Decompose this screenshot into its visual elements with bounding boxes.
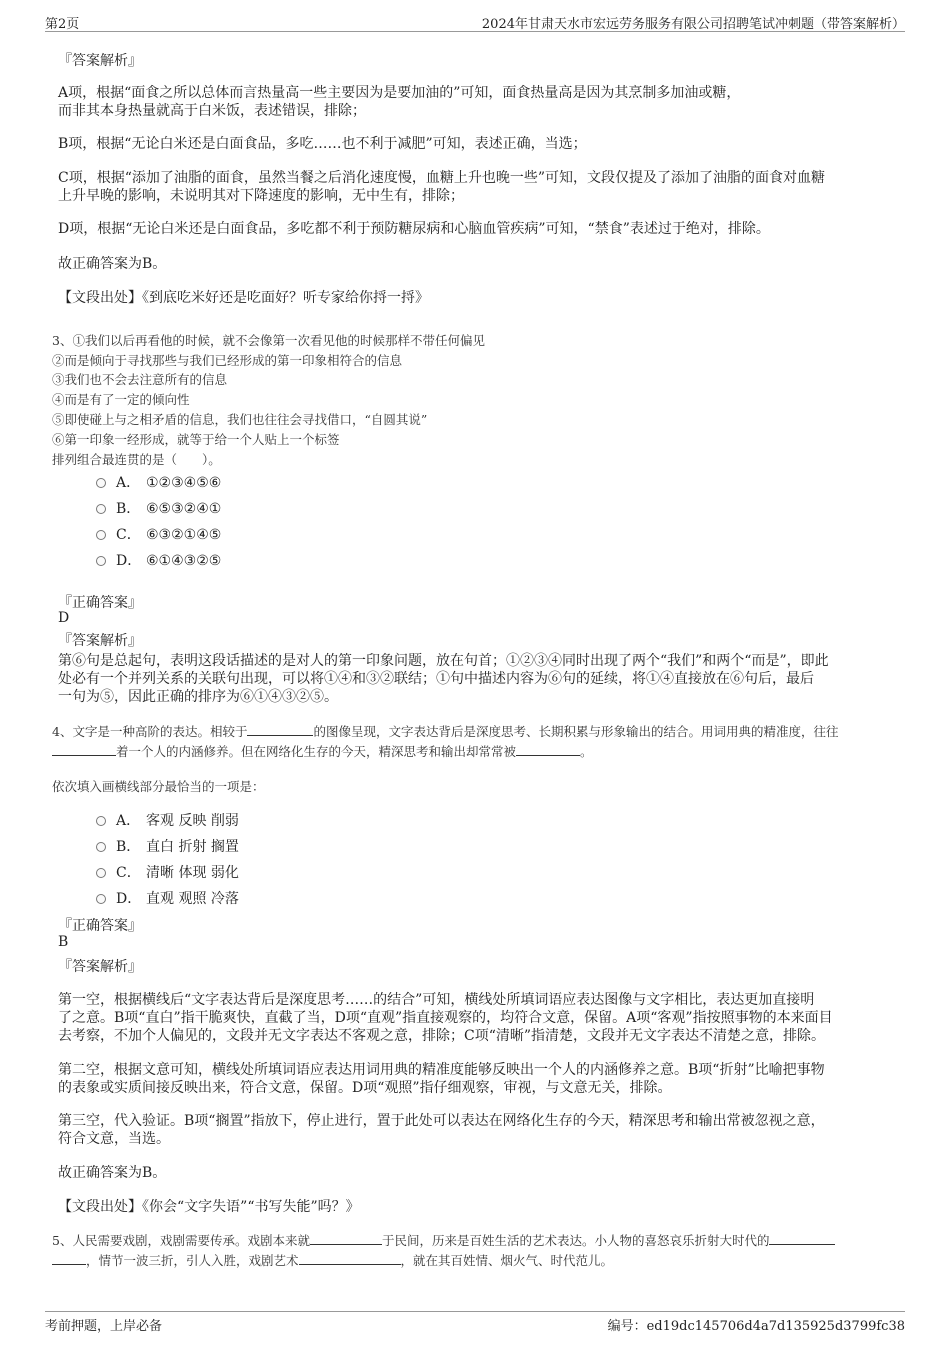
- option-text: 直观 观照 冷落: [146, 891, 239, 907]
- analysis-line: 符合文意，当选。: [58, 1131, 170, 1147]
- page-number: 第2页: [45, 17, 80, 32]
- analysis-line: B项，根据“无论白米还是白面食品，多吃……也不利于减肥”可知，表述正确，当选；: [58, 136, 587, 152]
- question-text: 5、人民需要戏剧，戏剧需要传承。戏剧本来就: [52, 1233, 310, 1248]
- option-text: ⑥⑤③②④①: [146, 501, 222, 517]
- analysis-line: 第一空，根据横线后“文字表达背后是深度思考……的结合”可知，横线处所填词语应表达图像与文字相比，表达更加直接明: [58, 992, 815, 1008]
- radio-button[interactable]: [96, 530, 106, 540]
- option-label: C．: [116, 527, 141, 543]
- radio-button[interactable]: [96, 504, 106, 514]
- option-d[interactable]: [96, 888, 239, 908]
- analysis-line: 一句为⑤，因此正确的排序为⑥①④③②⑤。: [58, 689, 338, 705]
- fill-blank: [52, 1253, 86, 1265]
- page-footer: [45, 1311, 905, 1336]
- option-label: A．: [116, 475, 141, 491]
- option-text: ⑥①④③②⑤: [146, 553, 222, 569]
- option-c[interactable]: [96, 524, 221, 544]
- fill-blank: [769, 1233, 835, 1245]
- analysis-line: 处必有一个并列关系的关联句出现，可以将①④和③②联结；①句中描述内容为⑥句的延续，将①④直接放在⑥句后，最后: [58, 671, 814, 687]
- analysis-line: D项，根据“无论白米还是白面食品，多吃都不利于预防糖尿病和心脑血管疾病”可知，“禁食”表述过于绝对，排除。: [58, 221, 770, 237]
- radio-button[interactable]: [96, 556, 106, 566]
- option-label: B．: [116, 501, 141, 517]
- question-3-sentence: ②而是倾向于寻找那些与我们已经形成的第一印象相符合的信息: [52, 353, 403, 368]
- page-header: [45, 13, 905, 32]
- question-3-sentence: 3、①我们以后再看他的时候，就不会像第一次看见他的时候那样不带任何偏见: [52, 333, 485, 348]
- analysis-line: 去考察，不加个人偏见的，文段并无文字表达不客观之意，排除；C项“清晰”指清楚，文段并无文字表达不清楚之意，排除。: [58, 1028, 826, 1044]
- analysis-line: 第二空，根据文意可知，横线处所填词语应表达用词用典的精准度能够反映出一个人的内涵修养之意。B项“折射”比喻把事物: [58, 1062, 825, 1078]
- option-a[interactable]: [96, 810, 239, 830]
- question-3-sentence: ④而是有了一定的倾向性: [52, 392, 190, 407]
- analysis-line: 了之意。B项“直白”指干脆爽快，直截了当，D项“直观”指直接观察的，均符合文意，保留。A项“客观”指按照事物的本来面目: [58, 1010, 833, 1026]
- analysis-label: 『答案解析』: [58, 959, 142, 975]
- correct-answer: D: [58, 610, 70, 626]
- option-text: ①②③④⑤⑥: [146, 475, 222, 491]
- analysis-label: 『答案解析』: [58, 53, 142, 69]
- document-title: 2024年甘肃天水市宏远劳务服务有限公司招聘笔试冲刺题（带答案解析）: [481, 17, 905, 32]
- question-text: ，就在其百姓情、烟火气、时代范儿。: [400, 1253, 614, 1268]
- question-4-prompt: 依次填入画横线部分最恰当的一项是：: [52, 779, 265, 794]
- option-label: B．: [116, 839, 141, 855]
- question-4-text: [52, 722, 838, 740]
- question-3-sentence: ⑤即使碰上与之相矛盾的信息，我们也往往会寻找借口，“自圆其说”: [52, 412, 428, 427]
- radio-button[interactable]: [96, 894, 106, 904]
- correct-answer-label: 『正确答案』: [58, 918, 142, 934]
- question-text: 。: [580, 744, 593, 759]
- analysis-label: 『答案解析』: [58, 633, 142, 649]
- question-5-text: [52, 1251, 613, 1269]
- fill-blank: [310, 1233, 382, 1245]
- option-text: 直白 折射 搁置: [146, 839, 239, 855]
- option-text: 客观 反映 削弱: [146, 813, 239, 829]
- question-text: ，情节一波三折，引人入胜，戏剧艺术: [86, 1253, 299, 1268]
- question-text: 于民间，历来是百姓生活的艺术表达。小人物的喜怒哀乐折射大时代的: [381, 1233, 770, 1248]
- option-label: D．: [116, 891, 142, 907]
- question-text: 的图像呈现，文字表达背后是深度思考、长期积累与形象输出的结合。用词用典的精准度，往往: [313, 724, 839, 739]
- answer-conclusion: 故正确答案为B。: [58, 256, 167, 272]
- analysis-line: 第三空，代入验证。B项“搁置”指放下，停止进行，置于此处可以表达在网络化生存的今天，精深思考和输出常被忽视之意，: [58, 1113, 825, 1129]
- analysis-line: C项，根据“添加了油脂的面食，虽然当餐之后消化速度慢，血糖上升也晚一些”可知，文段仅提及了添加了油脂的面食对血糖: [58, 170, 826, 186]
- radio-button[interactable]: [96, 868, 106, 878]
- option-text: 清晰 体现 弱化: [146, 865, 239, 881]
- option-label: C．: [116, 865, 141, 881]
- question-5-text: [52, 1231, 835, 1249]
- option-b[interactable]: [96, 498, 221, 518]
- option-d[interactable]: [96, 550, 221, 570]
- source-citation: 【文段出处】《你会“文字失语”“书写失能”吗？》: [58, 1199, 360, 1215]
- analysis-line: 的表象或实质间接反映出来，符合文意，保留。D项“观照”指仔细观察，审视，与文意无关，排除。: [58, 1080, 672, 1096]
- option-c[interactable]: [96, 862, 239, 882]
- option-text: ⑥③②①④⑤: [146, 527, 222, 543]
- question-3-prompt: 排列组合最连贯的是（ ）。: [52, 452, 221, 467]
- question-text: 4、文字是一种高阶的表达。相较于: [52, 724, 248, 739]
- correct-answer: B: [58, 934, 69, 950]
- question-3-sentence: ⑥第一印象一经形成，就等于给一个人贴上一个标签: [52, 432, 340, 447]
- question-text: 着一个人的内涵修养。但在网络化生存的今天，精深思考和输出却常常被: [116, 744, 517, 759]
- analysis-line: 第⑥句是总起句，表明这段话描述的是对人的第一印象问题，放在句首；①②③④同时出现了两个“我们”和两个“而是”，即此: [58, 653, 829, 669]
- option-b[interactable]: [96, 836, 239, 856]
- fill-blank: [299, 1253, 401, 1265]
- fill-blank: [516, 744, 580, 756]
- footer-slogan: 考前押题，上岸必备: [45, 1319, 163, 1334]
- question-4-text: [52, 742, 593, 760]
- document-id: 编号：ed19dc145706d4a7d135925d3799fc38: [607, 1319, 905, 1334]
- correct-answer-label: 『正确答案』: [58, 595, 142, 611]
- option-label: A．: [116, 813, 141, 829]
- fill-blank: [247, 724, 313, 736]
- option-a[interactable]: [96, 472, 221, 492]
- radio-button[interactable]: [96, 816, 106, 826]
- analysis-line: 上升早晚的影响，未说明其对下降速度的影响，无中生有，排除；: [58, 188, 464, 204]
- fill-blank: [52, 744, 116, 756]
- option-label: D．: [116, 553, 142, 569]
- radio-button[interactable]: [96, 478, 106, 488]
- question-3-sentence: ③我们也不会去注意所有的信息: [52, 372, 228, 387]
- analysis-line: 而非其本身热量就高于白米饭，表述错误，排除；: [58, 103, 366, 119]
- radio-button[interactable]: [96, 842, 106, 852]
- answer-conclusion: 故正确答案为B。: [58, 1165, 167, 1181]
- analysis-line: A项，根据“面食之所以总体而言热量高一些主要因为是要加油的”可知，面食热量高是因为其烹制多加油或糖，: [58, 85, 741, 101]
- source-citation: 【文段出处】《到底吃米好还是吃面好？听专家给你捋一捋》: [58, 290, 429, 306]
